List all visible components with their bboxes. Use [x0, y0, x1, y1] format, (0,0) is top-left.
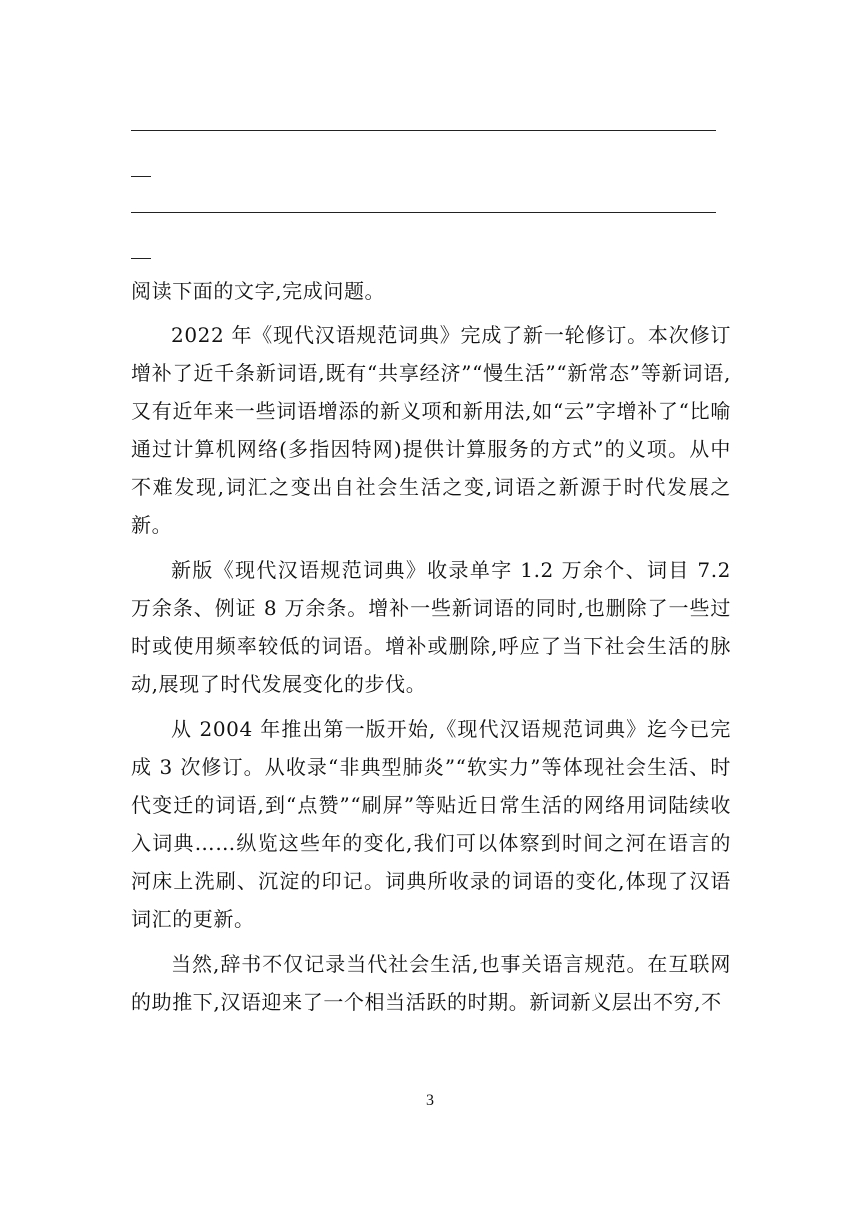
paragraph-3: 从 2004 年推出第一版开始,《现代汉语规范词典》迄今已完成 3 次修订。从收录“非典型肺炎”“软实力”等体现社会生活、时代变迁的词语,到“点赞”“刷屏”等贴近日常生活的网络用词陆续收入词典……纵览这些年的变化,我们可以体察到时间之河在语言的河床上洗刷、沉淀的印记。词典所收录的词语的变化,体现了汉语词汇的更新。	[131, 717, 731, 931]
answer-line-2-tail	[131, 258, 151, 259]
paragraph-4: 当然,辞书不仅记录当代社会生活,也事关语言规范。在互联网的助推下,汉语迎来了一个相当活跃的时期。新词新义层出不穷,不	[131, 952, 731, 1014]
answer-line-1-tail	[131, 176, 151, 177]
paragraph-1: 2022 年《现代汉语规范词典》完成了新一轮修订。本次修订增补了近千条新词语,既有“共享经济”“慢生活”“新常态”等新词语,又有近年来一些词语增添的新义项和新用法,如“云”字增补了“比喻通过计算机网络(多指因特网)提供计算服务的方式”的义项。从中不难发现,词汇之变出自社会生活之变,词语之新源于时代发展之新。	[131, 323, 731, 537]
paragraph-2: 新版《现代汉语规范词典》收录单字 1.2 万余个、词目 7.2 万余条、例证 8 万余条。增补一些新词语的同时,也删除了一些过时或使用频率较低的词语。增补或删除,呼应了当下社会生活的脉动,展现了时代发展变化的步伐。	[131, 558, 731, 696]
answer-line-1	[131, 130, 716, 131]
instruction-text: 阅读下面的文字,完成问题。	[131, 279, 386, 303]
answer-line-2	[131, 212, 716, 213]
reading-passage	[131, 272, 731, 1028]
page-number: 3	[426, 1092, 434, 1109]
